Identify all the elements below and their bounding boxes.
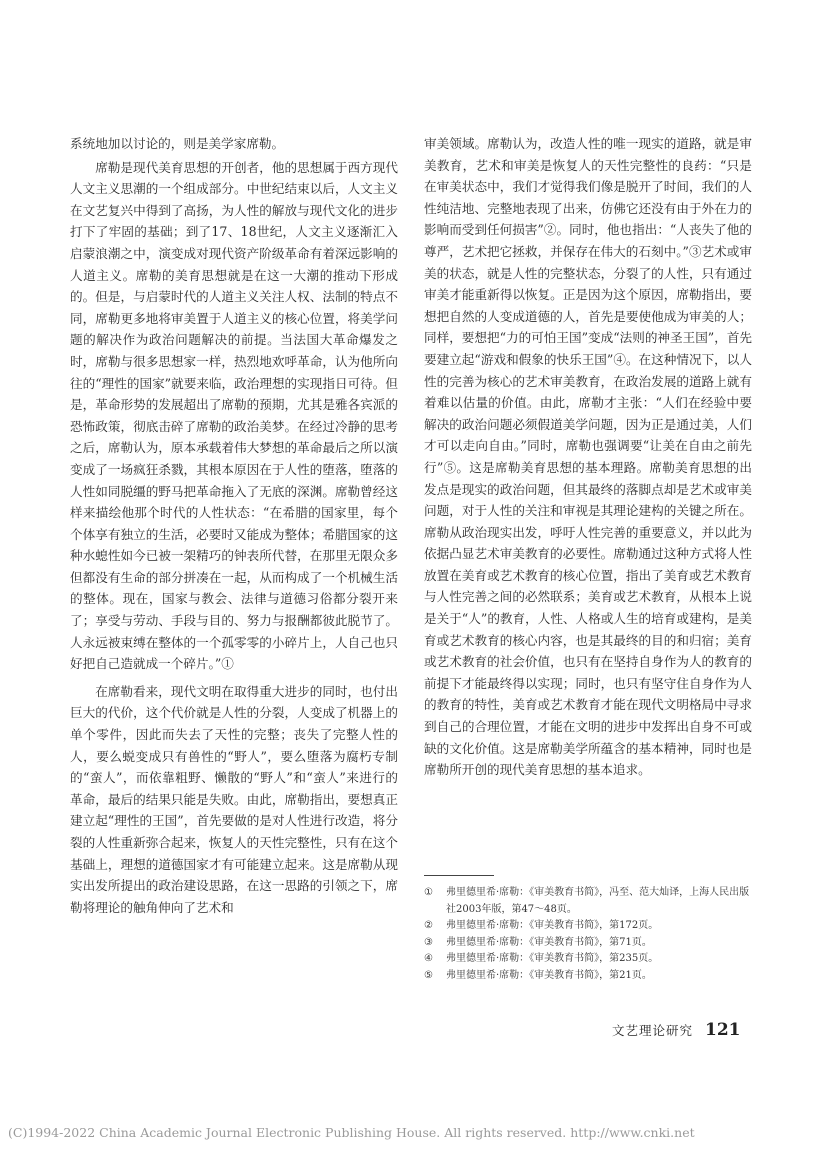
footnote-text: 弗里德里希·席勒：《审美教育书简》，冯至、范大灿译，上海人民出版社2003年版，第47～48页。: [446, 887, 750, 915]
footnote-marker: ①: [424, 887, 433, 898]
footnote-text: 弗里德里希·席勒：《审美教育书简》，第71页。: [446, 936, 652, 948]
page-number: 121: [705, 1020, 741, 1040]
right-paragraph-1: 审美领域。席勒认为，改造人性的唯一现实的道路，就是审美教育，艺术和审美是恢复人的天性完整性的良药：“只是在审美状态中，我们才觉得我们像是脱开了时间，我们的人性纯洁地、完整地表现了出来，仿佛它还没有由于外在力的影响而受到任何损害”②。同时，他也指出：“人丧失了他的尊严，艺术把它拯救，并保存在伟大的石刻中。”③艺术或审美的状态，就是人性的完整状态，分裂了的人性，只有通过审美才能重新得以恢复。正是因为这个原因，席勒指出，要想把自然的人变成道德的人，首先是要使他成为审美的人；同样，要想把“力的可怕王国”变成“法则的神圣王国”，首先要建立起“游戏和假象的快乐王国”④。在这种情况下，以人性的完善为核心的艺术审美教育，在政治发展的道路上就有着难以估量的价值。由此，席勒才主张：“人们在经验中要解决的政治问题必须假道美学问题，因为正是通过美，人们才可以走向自由。”同时，席勒也强调要“让美在自由之前先行”⑤。这是席勒美育思想的基本理路。席勒美育思想的出发点是现实的政治问题，但其最终的落脚点却是艺术或审美问题，对于人性的关注和审视是其理论建构的关键之所在。席勒从政治现实出发，呼吁人性完善的重要意义，并以此为依据凸显艺术审美教育的必要性。席勒通过这种方式将人性放置在美育或艺术教育的核心位置，指出了美育或艺术教育与人性完善之间的必然联系；美育或艺术教育，从根本上说是关于“人”的教育，人性、人格或人生的培育或建构，是美育或艺术教育的核心内容，也是其最终的目的和归宿；美育或艺术教育的社会价值，也只有在坚持自身作为人的教育的前提下才能最终得以实现；同时，也只有坚守住自身作为人的教育的特性，美育或艺术教育才能在现代文明格局中寻求到自己的合理位置，才能在文明的进步中发挥出自身不可或缺的文化价值。这是席勒美学所蕴含的基本精神，同时也是席勒所开创的现代美育思想的基本追求。: [424, 136, 753, 778]
footnotes: [424, 885, 754, 984]
footnote-2: [424, 918, 754, 935]
right-column: [424, 133, 752, 781]
footnote-marker: ⑤: [424, 969, 433, 981]
left-paragraph-1: 系统地加以讨论的，则是美学家席勒。: [70, 136, 285, 151]
footnote-text: 弗里德里希·席勒：《审美教育书简》，第21页。: [446, 969, 652, 981]
left-paragraph-3: 在席勒看来，现代文明在取得重大进步的同时，也付出巨大的代价，这个代价就是人性的分裂，人变成了机器上的单个零件，因此而失去了天性的完整；丧失了完整人性的人，要么蜕变成只有兽性的“野人”，要么堕落为腐朽专制的“蛮人”，而依靠粗野、懒散的“野人”和“蛮人”来进行的革命，最后的结果只能是失败。由此，席勒指出，要想真正建立起“理性的王国”，首先要做的是对人性进行改造，将分裂的人性重新弥合起来，恢复人的天性完整性，只有在这个基础上，理想的道德国家才有可能建立起来。这是席勒从现实出发所提出的政治建设思路，在这一思路的引领之下，席勒将理论的触角伸向了艺术和: [70, 683, 398, 915]
footnote-text: 弗里德里希·席勒：《审美教育书简》，第172页。: [446, 920, 659, 931]
footnote-4: [424, 951, 754, 968]
footnote-5: [424, 968, 754, 985]
journal-name: 文艺理论研究: [612, 1023, 694, 1038]
footnote-marker: ③: [424, 936, 433, 948]
page-footer: [612, 1020, 741, 1040]
footnote-3: [424, 935, 754, 952]
footnote-1: [424, 885, 754, 918]
left-paragraph-2: 席勒是现代美育思想的开创者，他的思想属于西方现代人文主义思潮的一个组成部分。中世纪结束以后，人文主义在文艺复兴中得到了高扬，为人性的解放与现代文化的进步打下了牢固的基础；到了17、18世纪，人文主义逐渐汇入启蒙浪潮之中，演变成对现代资产阶级革命有着深远影响的人道主义。席勒的美育思想就是在这一大潮的推动下形成的。但是，与启蒙时代的人道主义关注人权、法制的特点不同，席勒更多地将审美置于人道主义的核心位置，将美学问题的解决作为政治问题解决的前提。当法国大革命爆发之时，席勒与很多思想家一样，热烈地欢呼革命，认为他所向往的“理性的国家”就要来临，政治理想的实现指日可待。但是，革命形势的发展超出了席勒的预期，尤其是雅各宾派的恐怖政策，彻底击碎了席勒的政治美梦。在经过冷静的思考之后，席勒认为，原本承载着伟大梦想的革命最后之所以演变成了一场疯狂杀戮，其根本原因在于人性的堕落，堕落的人性如同脱缰的野马把革命拖入了无底的深渊。席勒曾经这样来描绘他那个时代的人性状态：“在希腊的国家里，每个个体享有独立的生活，必要时又能成为整体；希腊国家的这种水螅性如今已被一架精巧的钟表所代替，在那里无限众多但都没有生命的部分拼凑在一起，从而构成了一个机械生活的整体。现在，国家与教会、法律与道德习俗都分裂开来了；享受与劳动、手段与目的、努力与报酬都彼此脱节了。人永远被束缚在整体的一个孤零零的小碎片上，人自己也只好把自己造就成一个碎片。”①: [70, 159, 398, 672]
footnote-divider: [424, 875, 494, 876]
footnote-text: 弗里德里希·席勒：《审美教育书简》，第235页。: [446, 953, 659, 964]
copyright-notice: (C)1994-2022 China Academic Journal Electronic Publishing House. All rights reserved. http://www.cnki.net: [8, 1125, 695, 1140]
footnote-marker: ②: [424, 920, 433, 931]
footnote-marker: ④: [424, 953, 433, 964]
left-column: [70, 133, 398, 918]
